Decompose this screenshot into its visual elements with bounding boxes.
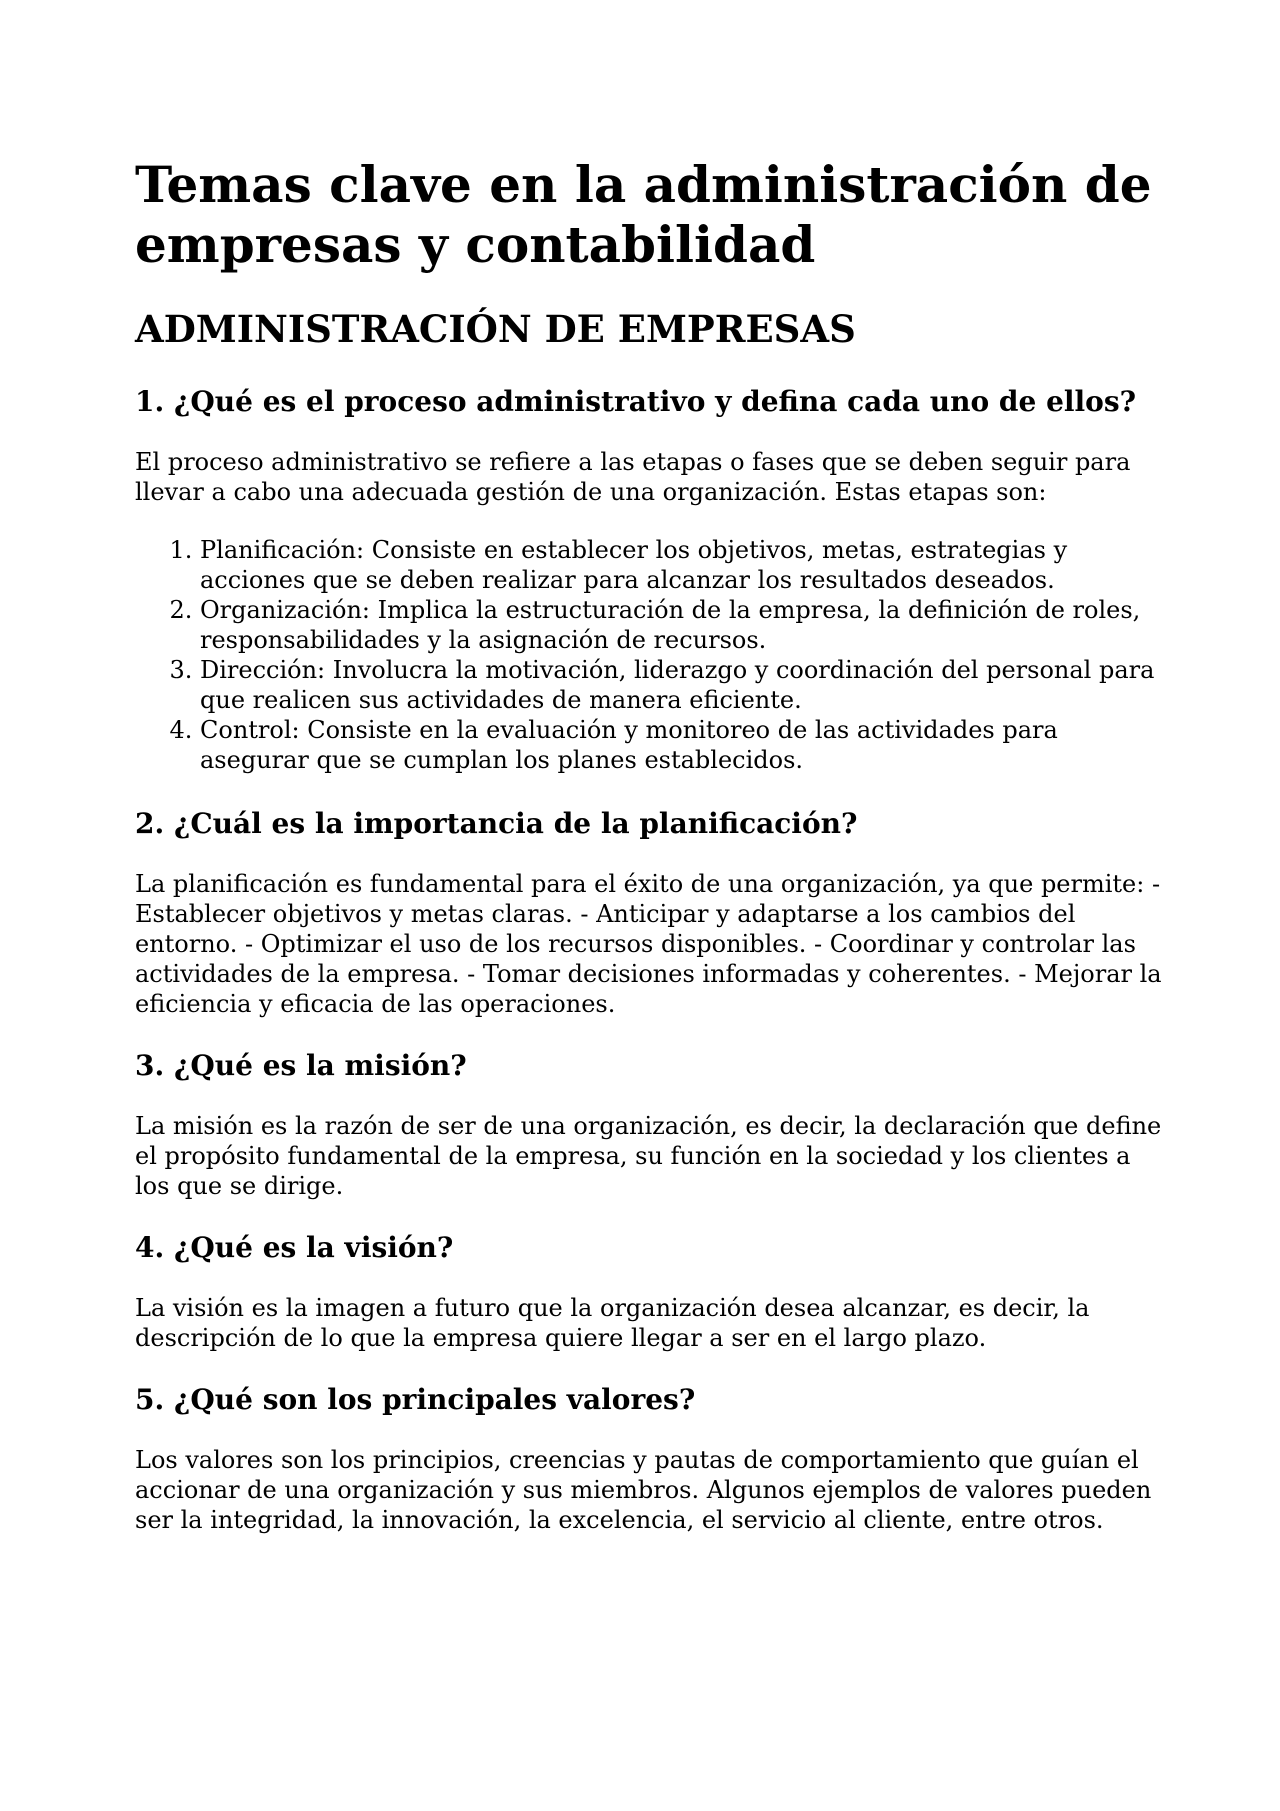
question-5 (135, 1381, 1170, 1535)
list-item: 2. Organización: Implica la estructuración de la empresa, la definición de roles, responsabilidades y la asignación de recursos. (200, 595, 1170, 655)
question-heading: 2. ¿Cuál es la importancia de la planificación? (135, 807, 858, 840)
question-heading: 5. ¿Qué son los principales valores? (135, 1383, 696, 1416)
list-item: 4. Control: Consiste en la evaluación y monitoreo de las actividades para asegurar que se cumplan los planes establecidos. (200, 715, 1170, 775)
question-3 (135, 1047, 1170, 1201)
question-2 (135, 805, 1170, 1019)
list-item: 1. Planificación: Consiste en establecer los objetivos, metas, estrategias y acciones que se deben realizar para alcanzar los resultados deseados. (200, 535, 1170, 595)
question-answer: Los valores son los principios, creencias y pautas de comportamiento que guían el accionar de una organización y sus miembros. Algunos ejemplos de valores pueden ser la integridad, la innovación, la excelencia, el servicio al cliente, entre otros. (135, 1446, 1152, 1534)
question-intro: El proceso administrativo se refiere a las etapas o fases que se deben seguir para llevar a cabo una adecuada gestión de una organización. Estas etapas son: (135, 448, 1131, 506)
section-heading: ADMINISTRACIÓN DE EMPRESAS (135, 307, 856, 351)
question-heading: 1. ¿Qué es el proceso administrativo y defina cada uno de ellos? (135, 385, 1136, 418)
question-answer: La visión es la imagen a futuro que la organización desea alcanzar, es decir, la descripción de lo que la empresa quiere llegar a ser en el largo plazo. (135, 1294, 1090, 1352)
question-heading: 4. ¿Qué es la visión? (135, 1231, 454, 1264)
question-answer: La misión es la razón de ser de una organización, es decir, la declaración que define el propósito fundamental de la empresa, su función en la sociedad y los clientes a los que se dirige. (135, 1112, 1162, 1200)
process-steps-list (135, 535, 1170, 775)
question-1 (135, 383, 1170, 775)
question-answer: La planificación es fundamental para el éxito de una organización, ya que permite: - Establecer objetivos y metas claras. - Anticipar y adaptarse a los cambios del entorno. - Optimizar el uso de los recursos disponibles. - Coordinar y controlar las actividades de la empresa. - Tomar decisiones informadas y coherentes. - Mejorar la eficiencia y eficacia de las operaciones. (135, 870, 1162, 1018)
question-heading: 3. ¿Qué es la misión? (135, 1049, 467, 1082)
document-title: Temas clave en la administración de empresas y contabilidad (135, 155, 1152, 274)
question-4 (135, 1229, 1170, 1353)
list-item: 3. Dirección: Involucra la motivación, liderazgo y coordinación del personal para que realicen sus actividades de manera eficiente. (200, 655, 1170, 715)
